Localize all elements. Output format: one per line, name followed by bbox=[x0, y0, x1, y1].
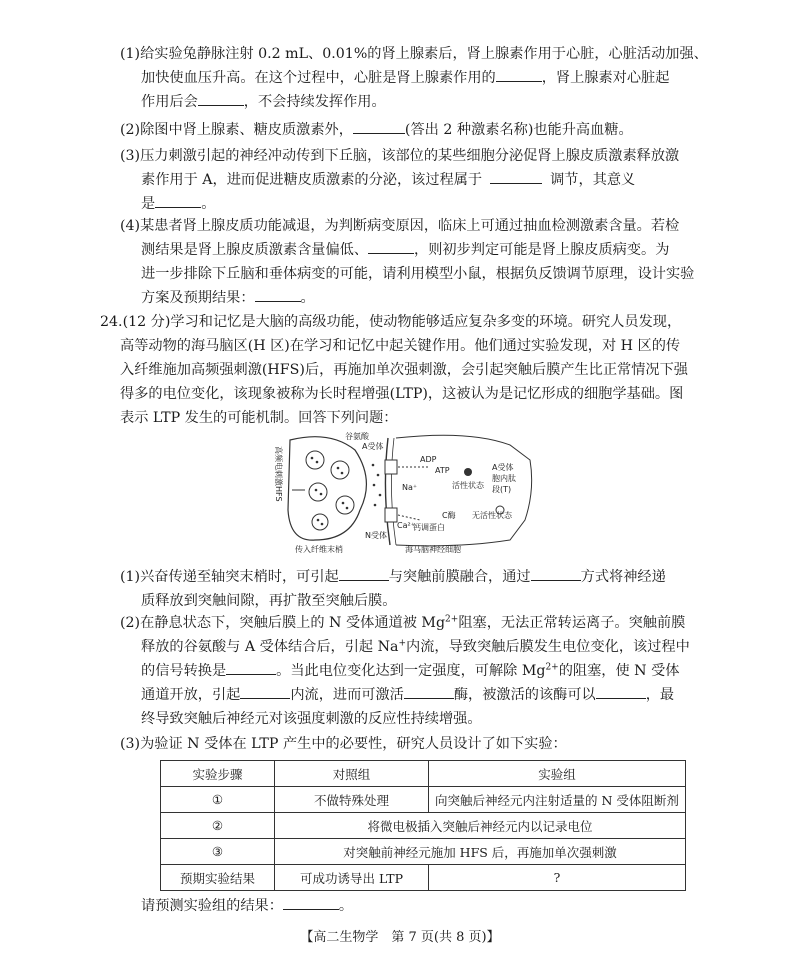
n-receptor-shape bbox=[385, 508, 397, 522]
vesicle bbox=[336, 496, 354, 514]
answer-blank[interactable] bbox=[240, 684, 290, 699]
label-ca: Ca²⁺ bbox=[397, 521, 415, 530]
q24-intro-line4: 得多的电位变化，该现象被称为长时程增强(LTP)，这被认为是记忆形成的细胞学基础。图 bbox=[120, 386, 684, 402]
vesicle bbox=[309, 483, 327, 501]
label-hfs: 高频电刺激HFS bbox=[274, 446, 283, 502]
experiment-cell: ? bbox=[429, 865, 686, 891]
step-cell: 预期实验结果 bbox=[161, 865, 275, 891]
vesicle bbox=[306, 451, 324, 469]
label-n-receptor: N受体 bbox=[365, 531, 387, 540]
q24-intro-line2: 高等动物的海马脑区(H 区)在学习和记忆中起关键作用。他们通过实验发现，对 H 区的传 bbox=[120, 338, 681, 354]
step-cell: ② bbox=[161, 813, 275, 839]
step-cell: ① bbox=[161, 787, 275, 813]
label-adp: ADP bbox=[420, 455, 437, 464]
answer-blank[interactable] bbox=[531, 566, 581, 581]
answer-blank[interactable] bbox=[198, 91, 244, 106]
q23-item4-line2: 测结果是肾上腺皮质激素含量偏低、 ，则初步判定可能是肾上腺皮质病变。为 bbox=[141, 239, 669, 262]
label-intracellular: 胞内肽 bbox=[492, 474, 516, 483]
q24-item1-line1: (1)兴奋传递至轴突末梢时，可引起 与突触前膜融合，通过 方式将神经递 bbox=[120, 566, 666, 589]
label-hippocampal-neuron: 海马脑神经细胞 bbox=[405, 545, 461, 554]
label-na: Na⁺ bbox=[402, 483, 418, 492]
answer-blank[interactable] bbox=[404, 684, 454, 699]
header-experiment: 实验组 bbox=[429, 761, 686, 787]
q24-item2-line5: 终导致突触后神经元对该强度刺激的反应性持续增强。 bbox=[141, 711, 482, 727]
q23-item4-line1: (4)某患者肾上腺皮质功能减退，为判断病变原因，临床上可通过抽血检测激素含量。若检 bbox=[120, 218, 680, 234]
vesicle bbox=[312, 514, 328, 530]
table-row bbox=[161, 865, 686, 891]
table-row bbox=[161, 813, 686, 839]
label-segment-t: 段(T) bbox=[492, 485, 512, 494]
q24-item2-line4: 通道开放，引起 内流，进而可激活 酶，被激活的该酶可以 ，最 bbox=[141, 684, 674, 707]
label-c-enzyme: C酶 bbox=[442, 511, 456, 520]
q23-item1-line1: (1)给实验兔静脉注射 0.2 mL、0.01%的肾上腺素后，肾上腺素作用于心脏，心脏活动加强、 bbox=[120, 46, 708, 62]
q23-item3-line1: (3)压力刺激引起的神经冲动传到下丘脑，该部位的某些细胞分泌促肾上腺皮质激素释放激 bbox=[120, 148, 680, 164]
vesicle bbox=[331, 461, 349, 479]
control-cell: 可成功诱导出 LTP bbox=[275, 865, 429, 891]
label-afferent-terminal: 传入纤维末梢 bbox=[295, 545, 343, 554]
postsynaptic-membrane bbox=[385, 438, 390, 545]
label-glutamate: 谷氨酸 bbox=[345, 432, 369, 441]
q24-intro-line3: 入纤维施加高频强刺激(HFS)后，再施加单次强刺激，会引起突触后膜产生比正常情况下强 bbox=[120, 362, 688, 378]
table-row bbox=[161, 839, 686, 865]
page-footer: 【高二生物学 第 7 页(共 8 页)】 bbox=[300, 930, 500, 945]
merged-cell: 将微电极插入突触后神经元内以记录电位 bbox=[275, 813, 686, 839]
answer-blank[interactable] bbox=[353, 119, 405, 134]
answer-blank[interactable] bbox=[496, 67, 542, 82]
q23-item1-line2: 加快使血压升高。在这个过程中，心脏是肾上腺素作用的 ，肾上腺素对心脏起 bbox=[141, 67, 669, 90]
q24-intro-line5: 表示 LTP 发生的可能机制。回答下列问题： bbox=[120, 410, 398, 426]
a-receptor-shape bbox=[385, 460, 397, 474]
q24-item1-line2: 质释放到突触间隙，再扩散至突触后膜。 bbox=[141, 593, 397, 609]
q23-item4-line4: 方案及预期结果： 。 bbox=[141, 287, 315, 310]
q24-item2-line3: 的信号转换是 。当此电位变化达到一定强度，可解除 $Mg^{2+}$的阻塞，使 N 受体 bbox=[141, 660, 679, 683]
q23-item2: (2)除图中肾上腺素、糖皮质激素外， (答出 2 种激素名称)也能升高血糖。 bbox=[120, 119, 633, 142]
answer-blank[interactable] bbox=[339, 566, 389, 581]
answer-blank[interactable] bbox=[255, 287, 301, 302]
label-a-receptor-segment: A受体 bbox=[492, 463, 514, 472]
header-step: 实验步骤 bbox=[161, 761, 275, 787]
step-cell: ③ bbox=[161, 839, 275, 865]
q23-item3-line2: 素作用于 A，进而促进糖皮质激素的分泌，该过程属于 调节，其意义 bbox=[141, 169, 635, 192]
label-atp: ATP bbox=[435, 466, 450, 475]
ltp-mechanism-diagram bbox=[270, 430, 540, 555]
answer-blank[interactable] bbox=[283, 895, 339, 910]
q24-predict: 请预测实验组的结果： 。 bbox=[141, 895, 353, 918]
label-a-receptor: A受体 bbox=[362, 442, 384, 451]
control-cell: 不做特殊处理 bbox=[275, 787, 429, 813]
experiment-cell: 向突触后神经元内注射适量的 N 受体阻断剂 bbox=[429, 787, 686, 813]
q23-item4-line3: 进一步排除下丘脑和垂体病变的可能，请利用模型小鼠，根据负反馈调节原理，设计实验 bbox=[141, 266, 695, 282]
table-header-row bbox=[161, 761, 686, 787]
q24-item3-line1: (3)为验证 N 受体在 LTP 产生中的必要性，研究人员设计了如下实验： bbox=[120, 736, 567, 752]
answer-blank[interactable] bbox=[368, 239, 414, 254]
answer-blank[interactable] bbox=[226, 660, 276, 675]
label-calmodulin: 钙调蛋白 bbox=[413, 523, 445, 532]
q24-item2-line2: 释放的谷氨酸与 A 受体结合后，引起 Na+内流，导致突触后膜发生电位变化，该过程中 bbox=[141, 638, 690, 655]
label-active: 活性状态 bbox=[452, 481, 484, 490]
merged-cell: 对突触前神经元施加 HFS 后，再施加单次强刺激 bbox=[275, 839, 686, 865]
q24-intro-line1: 24.(12 分)学习和记忆是大脑的高级功能，使动物能够适应复杂多变的环境。研究人员发现， bbox=[100, 314, 682, 330]
q24-item2-line1: (2)在静息状态下，突触后膜上的 N 受体通道被 $Mg^{2+}$阻塞，无法正常转运离子。突触前膜 bbox=[120, 614, 686, 631]
answer-blank[interactable] bbox=[490, 169, 542, 184]
header-control: 对照组 bbox=[275, 761, 429, 787]
experiment-table bbox=[160, 760, 686, 891]
q23-item1-line3: 作用后会 ，不会持续发挥作用。 bbox=[141, 91, 386, 114]
answer-blank[interactable] bbox=[596, 684, 646, 699]
label-inactive: 无活性状态 bbox=[472, 511, 512, 520]
q23-item3-line3: 是 。 bbox=[141, 193, 215, 216]
answer-blank[interactable] bbox=[155, 193, 201, 208]
table-row bbox=[161, 787, 686, 813]
